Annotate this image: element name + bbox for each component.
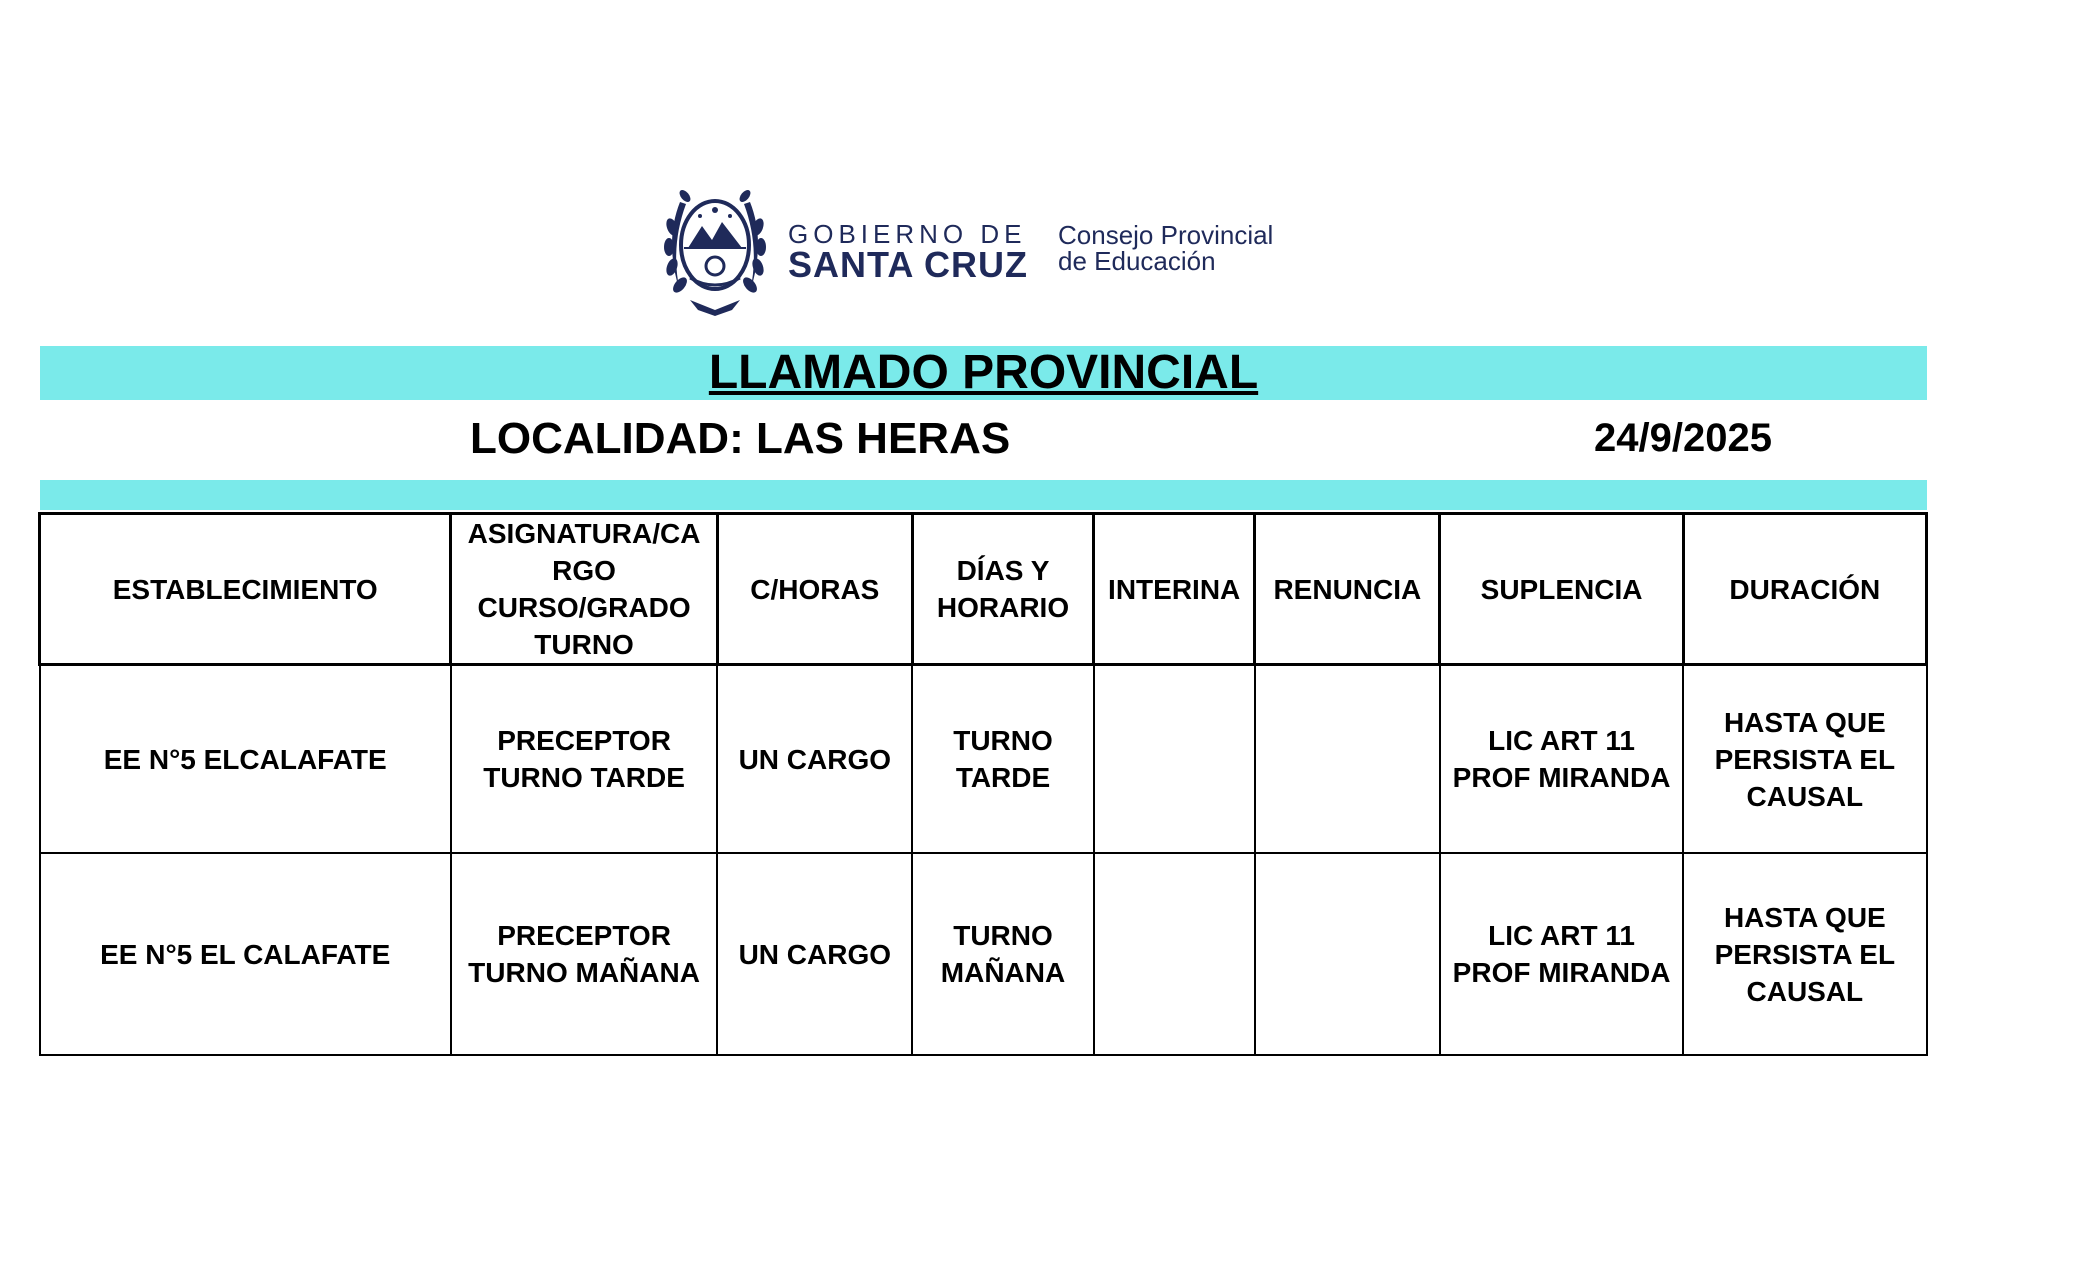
cell-establecimiento: EE N°5 EL CALAFATE (40, 853, 451, 1055)
cell-asignatura: PRECEPTOR TURNO TARDE (451, 665, 717, 854)
cell-dias-horario: TURNO MAÑANA (912, 853, 1093, 1055)
page-title: LLAMADO PROVINCIAL (708, 346, 1259, 399)
col-header-horas: C/HORAS (717, 514, 912, 665)
table-row (40, 665, 1927, 854)
cell-suplencia: LIC ART 11 PROF MIRANDA (1440, 853, 1683, 1055)
cell-dias-horario: TURNO TARDE (912, 665, 1093, 854)
cell-duracion: HASTA QUE PERSISTA EL CAUSAL (1683, 853, 1926, 1055)
table-row (40, 853, 1927, 1055)
col-header-suplencia: SUPLENCIA (1440, 514, 1683, 665)
cell-interina (1094, 665, 1255, 854)
separator-band (40, 480, 1927, 510)
santa-cruz-seal-icon (660, 182, 770, 317)
cell-horas: UN CARGO (717, 665, 912, 854)
cell-duracion: HASTA QUE PERSISTA EL CAUSAL (1683, 665, 1926, 854)
localidad-label: LOCALIDAD: LAS HERAS (470, 414, 1011, 463)
col-header-duracion: DURACIÓN (1683, 514, 1926, 665)
date-label: 24/9/2025 (1594, 416, 1772, 460)
col-header-interina: INTERINA (1094, 514, 1255, 665)
cell-suplencia: LIC ART 11 PROF MIRANDA (1440, 665, 1683, 854)
cell-establecimiento: EE N°5 ELCALAFATE (40, 665, 451, 854)
cell-horas: UN CARGO (717, 853, 912, 1055)
consejo-line2: de Educación (1058, 246, 1216, 276)
col-header-asignatura: ASIGNATURA/CA RGO CURSO/GRADO TURNO (451, 514, 717, 665)
vacancy-table (38, 512, 1928, 1056)
cell-asignatura: PRECEPTOR TURNO MAÑANA (451, 853, 717, 1055)
cell-interina (1094, 853, 1255, 1055)
header-logo (660, 182, 1300, 317)
cell-renuncia (1255, 853, 1440, 1055)
col-header-renuncia: RENUNCIA (1255, 514, 1440, 665)
col-header-dias-horario: DÍAS Y HORARIO (912, 514, 1093, 665)
consejo-line1: Consejo Provincial (1058, 220, 1274, 250)
gov-name-line1: GOBIERNO DE (788, 219, 1027, 249)
gov-name-line2: SANTA CRUZ (788, 244, 1028, 285)
cell-renuncia (1255, 665, 1440, 854)
table-header-row (40, 514, 1927, 665)
col-header-establecimiento: ESTABLECIMIENTO (40, 514, 451, 665)
consejo-name (1058, 222, 1273, 274)
